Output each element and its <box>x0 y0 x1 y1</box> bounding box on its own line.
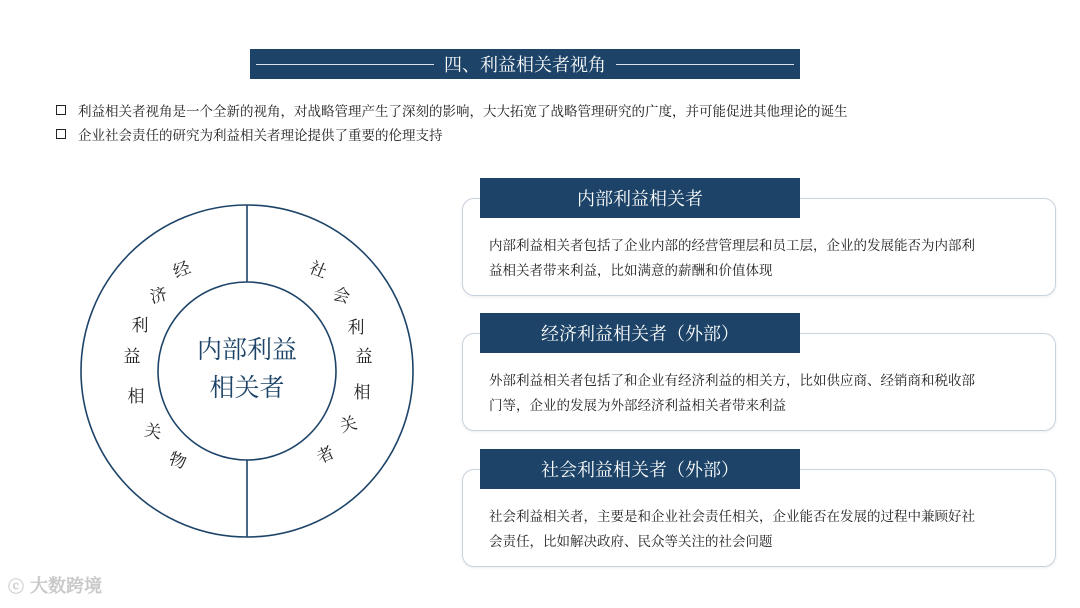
card-header: 内部利益相关者 <box>480 178 800 218</box>
card-body-line: 益相关者带来利益，比如满意的薪酬和价值体现 <box>489 263 773 279</box>
bullet-text: 企业社会责任的研究为利益相关者理论提供了重要的伦理支持 <box>78 128 443 144</box>
card-body-line: 内部利益相关者包括了企业内部的经营管理层和员工层，企业的发展能否为内部利 <box>489 238 975 254</box>
card-header: 社会利益相关者（外部） <box>480 449 800 489</box>
left-ring-char: 经 <box>170 257 194 283</box>
card-body-line: 外部利益相关者包括了和企业有经济利益的相关方，比如供应商、经销商和税收部 <box>489 373 975 389</box>
left-ring-char: 利 <box>131 316 149 336</box>
center-label-line2: 相关者 <box>209 373 285 402</box>
right-ring-char: 利 <box>347 318 365 338</box>
center-label-line1: 内部利益 <box>196 335 298 364</box>
section-title: 四、利益相关者视角 <box>444 55 606 76</box>
bullet-text: 利益相关者视角是一个全新的视角，对战略管理产生了深刻的影响，大大拓宽了战略管理研究的广度，并可能促进其他理论的诞生 <box>78 104 848 120</box>
card-body <box>489 505 1034 555</box>
right-ring-char: 益 <box>355 347 373 367</box>
card-body <box>489 234 1034 284</box>
watermark-text: 大数跨境 <box>30 576 103 597</box>
card-body-line: 社会利益相关者，主要是和企业社会责任相关，企业能否在发展的过程中兼顾好社 <box>489 509 975 525</box>
card-header: 经济利益相关者（外部） <box>480 313 800 353</box>
right-ring-char: 社 <box>306 257 330 283</box>
right-ring-char: 相 <box>353 383 371 403</box>
right-ring-char: 者 <box>313 442 338 469</box>
inner-circle <box>158 282 336 460</box>
watermark-logo <box>8 572 102 598</box>
left-ring-char: 关 <box>142 420 163 444</box>
right-ring-char: 会 <box>330 284 353 309</box>
card-body <box>489 369 1034 419</box>
right-ring-char: 关 <box>337 413 360 438</box>
left-ring-char: 益 <box>123 347 141 367</box>
card-body-line: 门等，企业的发展为外部经济利益相关者带来利益 <box>489 398 786 414</box>
logo-icon: ⓒ <box>8 576 25 596</box>
left-ring-char: 相 <box>127 387 145 407</box>
left-ring-char: 物 <box>166 449 189 474</box>
card-body-line: 会责任，比如解决政府、民众等关注的社会问题 <box>489 534 773 550</box>
left-ring-char: 济 <box>147 284 170 309</box>
